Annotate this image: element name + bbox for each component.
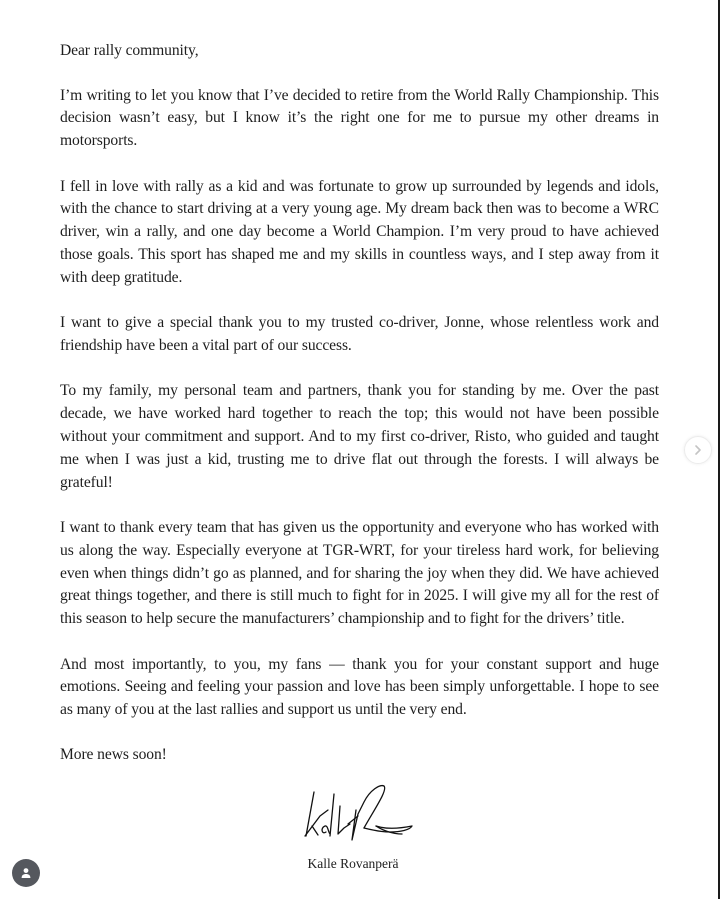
letter-paragraph: I want to give a special thank you to my trusted co-driver, Jonne, whose relentless work and friendship have been a vital part of our success. <box>60 314 659 354</box>
letter-paragraph: To my family, my personal team and partners, thank you for standing by me. Over the past decade, we have worked hard together to reach the top; this would not have been possible without your commitment and support. And to my first co-driver, Risto, who guided and taught me when I was just a kid, trusting me to drive flat out through the forests. I will always be grateful! <box>60 382 659 491</box>
handwritten-signature <box>292 780 418 844</box>
tagged-users-button[interactable] <box>12 859 40 887</box>
letter-paragraph: I’m writing to let you know that I’ve decided to retire from the World Rally Championship. This decision wasn’t easy, but I know it’s the right one for me to pursue my other dreams in motorsports. <box>60 86 659 150</box>
letter-greeting: Dear rally community, <box>60 42 199 59</box>
letter-paragraph: I fell in love with rally as a kid and was fortunate to grow up surrounded by legends and idols, with the chance to start driving at a very young age. My dream back then was to become a WRC driver, win a rally, and one day become a World Champion. I’m very proud to have achieved those goals. This sport has shaped me and my skills in countless ways, and I step away from it with deep gratitude. <box>60 177 659 286</box>
chevron-right-icon <box>693 444 703 456</box>
person-icon <box>20 867 32 879</box>
retirement-letter <box>60 40 659 790</box>
letter-paragraph: And most importantly, to you, my fans — thank you for your constant support and huge emotions. Seeing and feeling your passion and love has been simply unforgettable. I hope to see as many of you at the last rallies and support us until the very end. <box>60 655 659 719</box>
signature-name: Kalle Rovanperä <box>307 856 399 871</box>
next-slide-button[interactable] <box>684 436 712 464</box>
letter-closing: More news soon! <box>60 746 167 764</box>
letter-paragraph: I want to thank every team that has given us the opportunity and everyone who has worked with us along the way. Especially everyone at TGR-WRT, for your tireless hard work, for believing even when things didn’t go as planned, and for sharing the joy when they did. We have achieved great things together, and there is still much to fight for in 2025. I will give my all for the rest of this season to help secure the manufacturers’ championship and to fight for the drivers’ title. <box>60 518 659 628</box>
signature-block <box>290 780 420 871</box>
